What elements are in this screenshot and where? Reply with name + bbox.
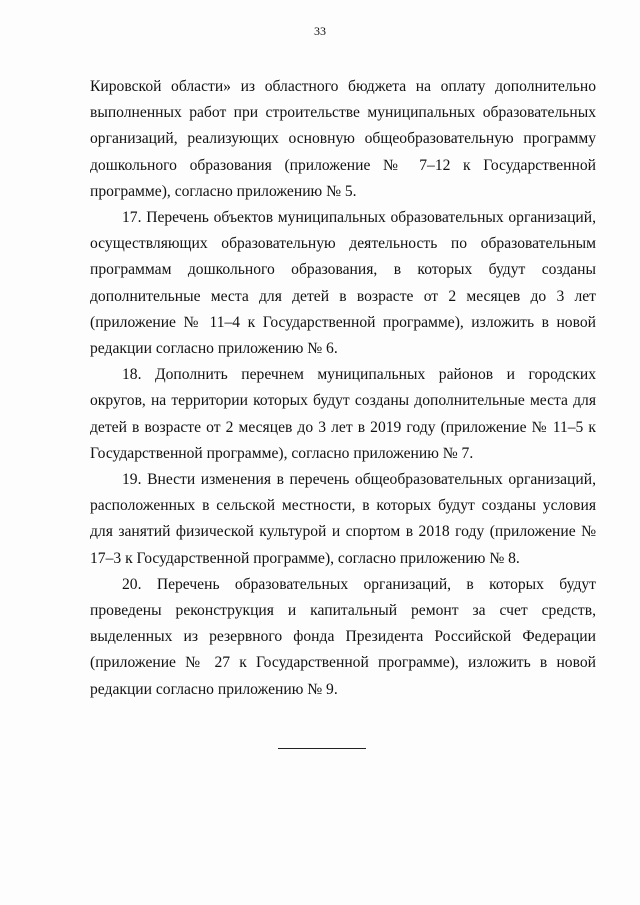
paragraph-item-18: 18. Дополнить перечнем муниципальных районов и городских округов, на территории которых будут созданы дополнительные места для детей в возрасте от 2 месяцев до 3 лет в 2019 году (приложение № 11–5 к Государственной программе), согласно приложению № 7. — [90, 366, 596, 462]
paragraph-continuation: Кировской области» из областного бюджета на оплату дополнительно выполненных работ при строительстве муниципальных образовательных организаций, реализующих основную общеобразовательную программу дошкольного образования (приложение № 7–12 к Государственной программе), согласно приложению № 5. — [90, 78, 596, 200]
page-number: 33 — [314, 24, 326, 38]
paragraph-item-17: 17. Перечень объектов муниципальных образовательных организаций, осуществляющих образовательную деятельность по образовательным программам дошкольного образования, в которых будут созданы дополнительные места для детей в возрасте от 2 месяцев до 3 лет (приложение № 11–4 к Государственной программе), изложить в новой редакции согласно приложению № 6. — [90, 209, 596, 358]
paragraph-item-20: 20. Перечень образовательных организаций, в которых будут проведены реконструкция и капитальный ремонт за счет средств, выделенных из резервного фонда Президента Российской Федерации (приложение № 27 к Государственной программе), изложить в новой редакции согласно приложению № 9. — [90, 575, 596, 698]
end-divider-line — [278, 748, 366, 749]
document-body — [90, 74, 596, 703]
paragraph-item-19: 19. Внести изменения в перечень общеобразовательных организаций, расположенных в сельской местности, в которых будут созданы условия для занятий физической культурой и спортом в 2018 году (приложение № 17–3 к Государственной программе), согласно приложению № 8. — [90, 471, 596, 567]
